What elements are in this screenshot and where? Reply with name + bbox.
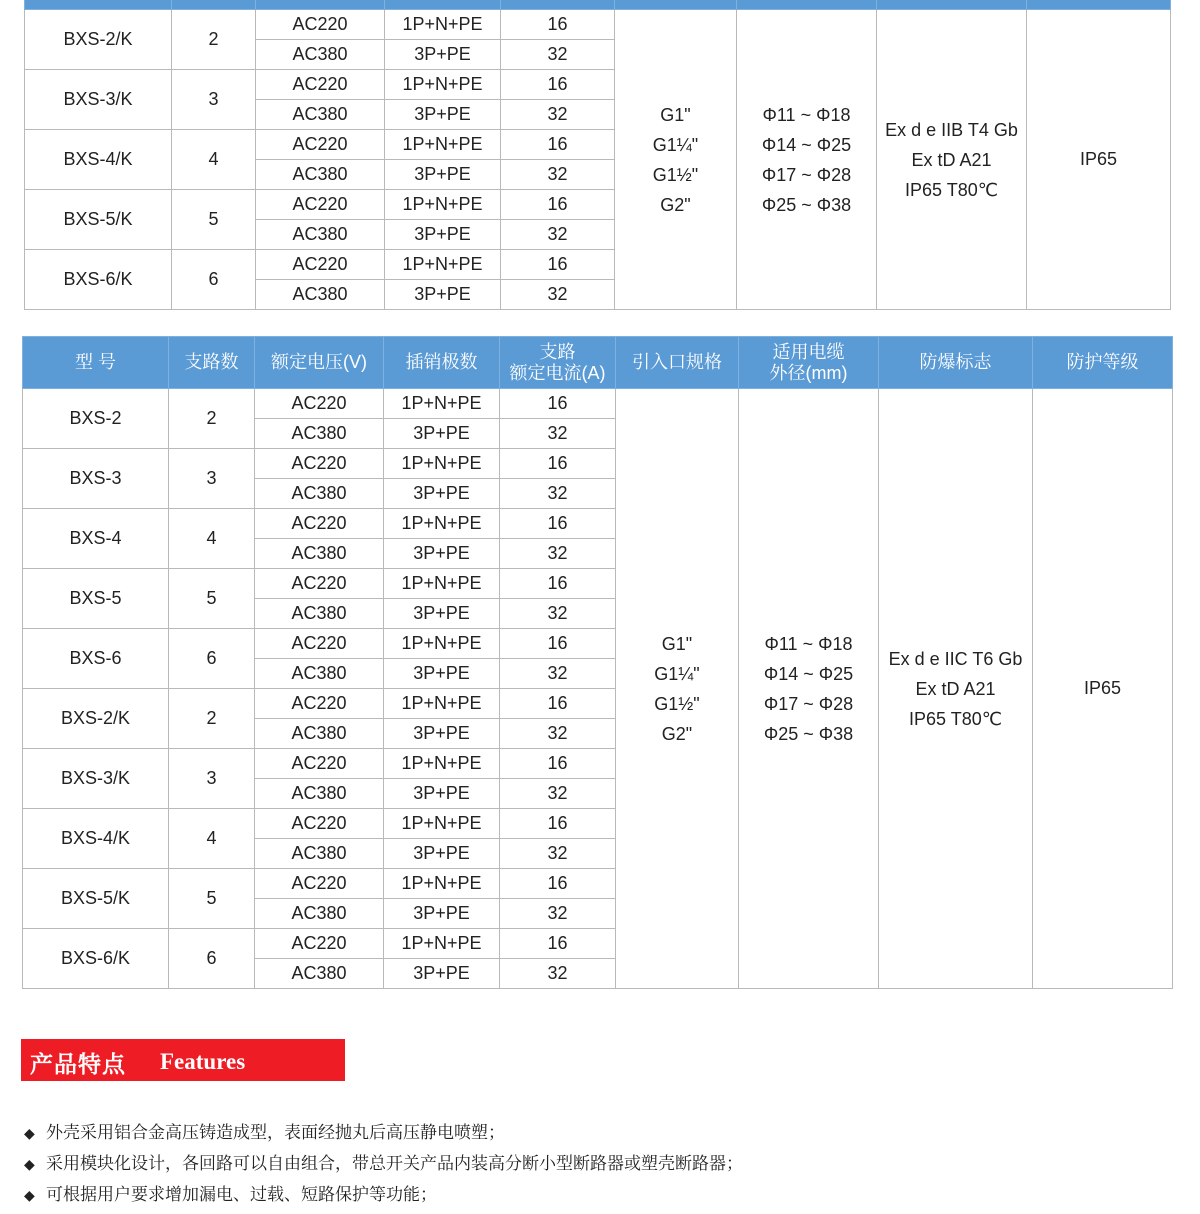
model-cell: BXS-4 [23, 509, 169, 569]
feature-item [24, 1152, 743, 1183]
header-cable-line2: 外径(mm) [769, 362, 848, 383]
current-cell: 16 [501, 190, 615, 220]
entry-spec-cell-line: G2" [661, 723, 693, 744]
model-cell: BXS-4/K [23, 809, 169, 869]
branches-cell: 2 [169, 389, 255, 449]
voltage-cell: AC220 [255, 809, 384, 839]
entry-spec-cell-line: G1½" [654, 693, 700, 714]
current-cell: 32 [501, 280, 615, 310]
current-cell: 32 [500, 899, 616, 929]
voltage-cell: AC220 [255, 929, 384, 959]
model-cell: BXS-6/K [25, 250, 172, 310]
feature-item [24, 1121, 743, 1152]
current-cell: 16 [500, 449, 616, 479]
branches-cell: 6 [169, 629, 255, 689]
current-cell: 32 [500, 779, 616, 809]
poles-cell: 3P+PE [384, 599, 500, 629]
poles-cell: 1P+N+PE [384, 689, 500, 719]
ex-mark-cell-line: Ex tD A21 [911, 149, 992, 170]
entry-spec-cell-line: G2" [660, 194, 691, 215]
table-row [25, 10, 1171, 40]
current-cell: 16 [501, 10, 615, 40]
voltage-cell: AC220 [256, 190, 385, 220]
voltage-cell: AC380 [255, 839, 384, 869]
cable-diameter-cell-line: Φ25 ~ Φ38 [761, 194, 852, 215]
entry-spec-cell-line: G1¼" [654, 663, 700, 684]
entry-spec-cell-line: G1" [661, 633, 693, 654]
current-cell: 16 [500, 509, 616, 539]
voltage-cell: AC380 [256, 100, 385, 130]
cable-diameter-cell-line: Φ25 ~ Φ38 [763, 723, 854, 744]
ip-rating-cell: IP65 [1027, 10, 1171, 310]
poles-cell: 3P+PE [384, 719, 500, 749]
header-voltage: 额定电压(V) [255, 337, 384, 389]
entry-spec-cell-line: G1¼" [652, 134, 699, 155]
voltage-cell: AC380 [255, 779, 384, 809]
model-cell: BXS-2 [23, 389, 169, 449]
voltage-cell: AC380 [256, 160, 385, 190]
header-entry: 引入口规格 [616, 337, 739, 389]
voltage-cell: AC380 [255, 719, 384, 749]
current-cell: 32 [500, 839, 616, 869]
entry-spec-cell [615, 10, 737, 310]
poles-cell: 3P+PE [385, 220, 501, 250]
cable-diameter-cell [739, 389, 879, 989]
current-cell: 32 [500, 479, 616, 509]
voltage-cell: AC220 [256, 130, 385, 160]
poles-cell: 1P+N+PE [385, 10, 501, 40]
voltage-cell: AC380 [255, 419, 384, 449]
poles-cell: 3P+PE [384, 659, 500, 689]
poles-cell: 1P+N+PE [385, 250, 501, 280]
voltage-cell: AC220 [255, 749, 384, 779]
current-cell: 32 [501, 160, 615, 190]
header-model: 型 号 [23, 337, 169, 389]
voltage-cell: AC220 [255, 449, 384, 479]
voltage-cell: AC220 [256, 70, 385, 100]
branches-cell: 2 [169, 689, 255, 749]
voltage-cell: AC220 [255, 389, 384, 419]
branches-cell: 3 [169, 749, 255, 809]
poles-cell: 3P+PE [384, 419, 500, 449]
cable-diameter-cell-line: Φ14 ~ Φ25 [761, 134, 852, 155]
cable-diameter-cell-line: Φ11 ~ Φ18 [764, 633, 853, 654]
branches-cell: 5 [172, 190, 256, 250]
header-current-line1: 支路 [539, 341, 576, 362]
branches-cell: 6 [169, 929, 255, 989]
current-cell: 32 [501, 100, 615, 130]
current-cell: 16 [500, 389, 616, 419]
entry-spec-cell [616, 389, 739, 989]
cable-diameter-cell-line: Φ17 ~ Φ28 [761, 164, 852, 185]
current-cell: 16 [500, 629, 616, 659]
poles-cell: 1P+N+PE [384, 809, 500, 839]
poles-cell: 1P+N+PE [385, 130, 501, 160]
entry-spec-cell-line: G1" [660, 104, 691, 125]
current-cell: 32 [500, 539, 616, 569]
diamond-bullet-icon: ◆ [24, 1126, 35, 1142]
voltage-cell: AC380 [255, 959, 384, 989]
spec-table-k-series [24, 0, 1171, 310]
entry-spec-cell-line: G1½" [652, 164, 699, 185]
model-cell: BXS-5/K [25, 190, 172, 250]
cable-diameter-cell-line: Φ17 ~ Φ28 [763, 693, 854, 714]
poles-cell: 1P+N+PE [385, 190, 501, 220]
voltage-cell: AC380 [255, 899, 384, 929]
voltage-cell: AC380 [255, 479, 384, 509]
table-header [23, 337, 1173, 389]
poles-cell: 3P+PE [385, 100, 501, 130]
poles-cell: 3P+PE [385, 40, 501, 70]
current-cell: 16 [500, 929, 616, 959]
poles-cell: 1P+N+PE [384, 509, 500, 539]
poles-cell: 1P+N+PE [384, 749, 500, 779]
header-ex-mark: 防爆标志 [879, 337, 1033, 389]
current-cell: 32 [500, 419, 616, 449]
branches-cell: 6 [172, 250, 256, 310]
poles-cell: 1P+N+PE [384, 629, 500, 659]
poles-cell: 3P+PE [384, 839, 500, 869]
branches-cell: 5 [169, 569, 255, 629]
feature-text: 外壳采用铝合金高压铸造成型，表面经抛丸后高压静电喷塑； [46, 1123, 505, 1143]
voltage-cell: AC380 [255, 599, 384, 629]
cable-diameter-cell-line: Φ14 ~ Φ25 [763, 663, 854, 684]
current-cell: 16 [500, 569, 616, 599]
current-cell: 16 [500, 869, 616, 899]
model-cell: BXS-3/K [25, 70, 172, 130]
voltage-cell: AC380 [255, 659, 384, 689]
model-cell: BXS-6 [23, 629, 169, 689]
header-cable-line1: 适用电缆 [772, 341, 845, 362]
current-cell: 16 [500, 689, 616, 719]
model-cell: BXS-6/K [23, 929, 169, 989]
current-cell: 32 [501, 220, 615, 250]
diamond-bullet-icon: ◆ [24, 1188, 35, 1204]
voltage-cell: AC380 [255, 539, 384, 569]
poles-cell: 1P+N+PE [385, 70, 501, 100]
voltage-cell: AC380 [256, 40, 385, 70]
current-cell: 16 [500, 749, 616, 779]
header-ip: 防护等级 [1033, 337, 1173, 389]
ex-mark-cell [877, 10, 1027, 310]
current-cell: 16 [501, 130, 615, 160]
poles-cell: 3P+PE [385, 280, 501, 310]
current-cell: 16 [501, 250, 615, 280]
current-cell: 16 [500, 809, 616, 839]
poles-cell: 3P+PE [384, 899, 500, 929]
header-branches: 支路数 [169, 337, 255, 389]
branches-cell: 4 [169, 809, 255, 869]
poles-cell: 1P+N+PE [384, 389, 500, 419]
branches-cell: 3 [169, 449, 255, 509]
ex-mark-cell [879, 389, 1033, 989]
voltage-cell: AC220 [256, 10, 385, 40]
features-list [24, 1121, 743, 1214]
table-header-strip [25, 0, 1171, 10]
current-cell: 16 [501, 70, 615, 100]
poles-cell: 3P+PE [384, 959, 500, 989]
ex-mark-cell-line: Ex d e IIB T4 Gb [885, 119, 1018, 140]
features-title-cn: 产品特点 [30, 1052, 126, 1078]
poles-cell: 3P+PE [385, 160, 501, 190]
voltage-cell: AC220 [255, 569, 384, 599]
header-current-line2: 额定电流(A) [509, 362, 606, 383]
voltage-cell: AC220 [255, 509, 384, 539]
current-cell: 32 [500, 599, 616, 629]
header-poles: 插销极数 [384, 337, 500, 389]
cable-diameter-cell [737, 10, 877, 310]
branches-cell: 4 [172, 130, 256, 190]
voltage-cell: AC380 [256, 280, 385, 310]
ex-mark-cell-line: Ex d e IIC T6 Gb [888, 648, 1023, 669]
poles-cell: 3P+PE [384, 779, 500, 809]
poles-cell: 1P+N+PE [384, 929, 500, 959]
voltage-cell: AC220 [255, 689, 384, 719]
current-cell: 32 [500, 959, 616, 989]
model-cell: BXS-4/K [25, 130, 172, 190]
diamond-bullet-icon: ◆ [24, 1157, 35, 1173]
poles-cell: 1P+N+PE [384, 449, 500, 479]
feature-text: 可根据用户要求增加漏电、过载、短路保护等功能； [46, 1185, 437, 1205]
current-cell: 32 [501, 40, 615, 70]
poles-cell: 1P+N+PE [384, 869, 500, 899]
voltage-cell: AC220 [256, 250, 385, 280]
current-cell: 32 [500, 719, 616, 749]
feature-text: 采用模块化设计，各回路可以自由组合，带总开关产品内装高分断小型断路器或塑壳断路器； [46, 1154, 743, 1174]
model-cell: BXS-5 [23, 569, 169, 629]
branches-cell: 2 [172, 10, 256, 70]
spec-table-full [22, 336, 1173, 989]
header-current [500, 337, 616, 389]
model-cell: BXS-3/K [23, 749, 169, 809]
poles-cell: 3P+PE [384, 479, 500, 509]
branches-cell: 3 [172, 70, 256, 130]
features-title-en: Features [160, 1049, 246, 1074]
branches-cell: 4 [169, 509, 255, 569]
header-cable [739, 337, 879, 389]
branches-cell: 5 [169, 869, 255, 929]
ex-mark-cell-line: IP65 T80℃ [909, 708, 1002, 729]
cable-diameter-cell-line: Φ11 ~ Φ18 [762, 104, 851, 125]
voltage-cell: AC380 [256, 220, 385, 250]
model-cell: BXS-5/K [23, 869, 169, 929]
current-cell: 32 [500, 659, 616, 689]
model-cell: BXS-3 [23, 449, 169, 509]
feature-item [24, 1183, 743, 1214]
table-row [23, 389, 1173, 419]
ex-mark-cell-line: IP65 T80℃ [905, 179, 998, 200]
poles-cell: 1P+N+PE [384, 569, 500, 599]
voltage-cell: AC220 [255, 869, 384, 899]
ex-mark-cell-line: Ex tD A21 [915, 678, 996, 699]
model-cell: BXS-2/K [25, 10, 172, 70]
poles-cell: 3P+PE [384, 539, 500, 569]
voltage-cell: AC220 [255, 629, 384, 659]
model-cell: BXS-2/K [23, 689, 169, 749]
ip-rating-cell: IP65 [1033, 389, 1173, 989]
features-banner [21, 1039, 345, 1081]
